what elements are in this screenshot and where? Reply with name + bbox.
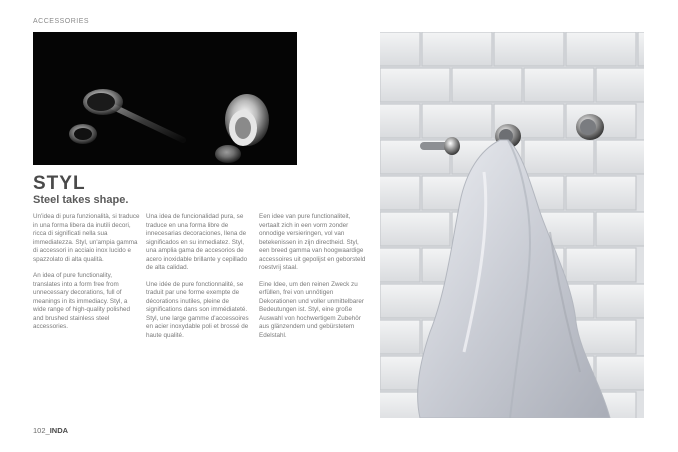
paragraph-english: An idea of pure functionality, translates into a form free from unnecessary decorations, full of meanings in its immediacy. Styl, a wide range of high-quality polished and brushed stainless steel accessories. <box>33 272 130 330</box>
paragraph-german: Eine Idee, um den reinen Zweck zu erfüllen, frei von unnötigen Dekorationen und voller unmittelbarer Bedeutungen ist. Styl, eine große Auswahl von hochwertigem Zubehör aus glänzendem und gebürstetem Edelstahl. <box>259 280 365 339</box>
product-title: STYL <box>33 173 86 194</box>
paragraph-spanish: Una idea de funcionalidad pura, se traduce en una forma libre de innecesarias decoraciones, llena de significados en su inmediatez. Styl, una amplia gama de accesorios de acero inoxidable brillante y cepillado de alta calidad. <box>146 213 248 271</box>
product-photo-steel-hooks <box>33 32 297 165</box>
paragraph-dutch: Een idee van pure functionaliteit, vertaalt zich in een vorm zonder onnodige versieringen, vol van betekenissen in zijn directheid. Styl, een breed gamma van hoogwaardige accessoires uit gepolijst en geborsteld roestvrij staal. <box>259 213 366 271</box>
section-label: ACCESSORIES <box>33 18 90 25</box>
bathroom-towel-photo <box>380 32 644 418</box>
paragraph-italian: Un'idea di pura funzionalità, si traduce in una forma libera da inutili decori, ricca di significati nella sua immediatezza. Styl, un'ampia gamma di accessori in acciaio inox lucido e spazzolato di alta qualità. <box>33 213 140 263</box>
page-footer <box>33 426 68 435</box>
text-column-1 <box>33 213 141 340</box>
page-number: 102_ <box>33 426 50 435</box>
text-column-2 <box>146 213 254 348</box>
text-column-3 <box>259 213 367 348</box>
product-subtitle: Steel takes shape. <box>33 194 129 206</box>
paragraph-french: Une idée de pure fonctionnalité, se traduit par une forme exempte de décorations inutiles, pleine de significations dans son immédiateté. Styl, une large gamme d'accessoires en acier inoxydable poli et brossé de haute qualité. <box>146 280 249 339</box>
brand-name: INDA <box>49 426 69 435</box>
